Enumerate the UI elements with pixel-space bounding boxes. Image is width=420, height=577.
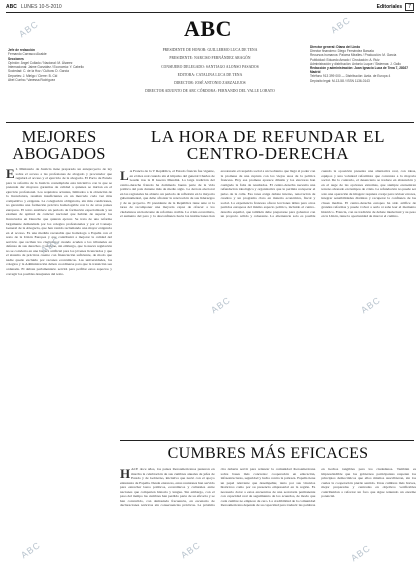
right-masthead-line: Teléfono 913 399 000 — Distribución: Avda. de Europa 4 xyxy=(310,74,391,79)
editorial-headline-left: MEJORES ABOGADOS xyxy=(12,127,106,163)
watermark: ABC xyxy=(39,234,63,256)
header-rule xyxy=(6,12,414,13)
left-masthead-line: Opinión: Ángel Collado / Nacional: M. Álvarez xyxy=(8,60,73,65)
right-masthead-line: Director general: Diana del Lindo xyxy=(310,45,361,49)
right-masthead-line: Redacción y administración: Juan Ignacio Luca de Tena 7, 28027 Madrid xyxy=(310,66,409,75)
masthead-line: PRESIDENTE: NARCISO FERNÁNDEZ ARAGÓN xyxy=(169,56,251,61)
right-masthead-line: Administración y distribución: Antonio Luque / Sistemas: J. Gallo xyxy=(310,61,401,66)
left-masthead-line: Sociedad: C. de la Hoz / Cultura: D. García xyxy=(8,69,69,74)
management-staff xyxy=(310,45,414,83)
newsroom-staff xyxy=(8,48,108,82)
editorial-headline-secondary: CUMBRES MÁS EFICACES xyxy=(167,445,369,462)
masthead-line: DIRECTOR ADJUNTO DE ABC CÓRDOBA: FERNANDO DEL VALLE LOBATO xyxy=(145,89,275,94)
left-masthead-line: Jefe de redacción xyxy=(8,48,35,52)
editorial-headline-main: LA HORA DE REFUNDAR EL CENTRO-DERECHA xyxy=(150,127,386,163)
watermark: ABC xyxy=(329,14,353,36)
section-label: Editoriales xyxy=(376,4,403,10)
article-left xyxy=(6,167,112,567)
section-rule xyxy=(120,440,414,441)
article-left-text: L Ministerio de Justicia tiene preparado un anteproyecto de ley sobre el acceso a las profesiones de abogado y procurador que regulará el acceso y el ejercicio de la abogacía. El Pacto de Estado para la reforma de la Justicia contemplaba esta iniciativa con la que se pretende dar mayores garantías de calidad a quienes se inician en el ejercicio profesional. Los requisitos actuales, limitados a la obtención de la licenciatura, resultan insuficientes en un mercado cada vez más competitivo y exigente. La colegiación obligatoria, sin más condiciones, no garantiza una formación práctica homologable con la de otros países europeos. El texto establece un periodo de formación especializada y un examen de aptitud de carácter nacional que habrán de superar los licenciados en Derecho que quieran ejercer. Se trata de una reforma largamente demandada por los colegios profesionales y por el Consejo General de la Abogacía, que han venido reclamando una mayor exigencia en el acceso. Es una medida razonable que homologa a España con el resto de la Unión Europea y que contribuirá a mejorar la calidad del servicio que reciben los ciudadanos cuando acuden a los tribunales en defensa de sus derechos. Conviene, sin embargo, que la nueva regulación no se convierta en una barrera artificial para los jóvenes licenciados y que el sistema de prácticas cuente con financiación suficiente, de modo que nadie quede excluido por razones económicas. Las universidades, los colegios y la Administración deben coordinarse para que la transición sea ordenada. El debate parlamentario servirá para perfilar estos aspectos y corregir los posibles desajustes del texto. xyxy=(6,167,112,276)
masthead xyxy=(120,46,300,96)
right-masthead-line: Director financiero: Diego Fernández Barcala xyxy=(310,49,374,54)
page-header xyxy=(6,3,414,11)
left-masthead-line: Secciones xyxy=(8,56,24,61)
drop-cap: E xyxy=(6,167,15,181)
masthead-rule xyxy=(6,122,414,123)
left-masthead-line: Fernando Carrasco Alcalde xyxy=(8,52,47,57)
article-main-text: A Francia de la V República, el Estado francés fue vigente, en el mes real cuando sin el impulso del general Charles de Gaulle tras la II Guerra Mundial. La larga tradición del centro-derecha francés ha dominado buena parte de la vida política del país durante más de medio siglo. La derrota electoral en las regionales ha abierto un periodo de reflexión en la mayoría gubernamental, que debe afrontar la renovación de sus liderazgos y de su proyecto. El presidente de la República tiene ante sí la tarea de recomponer una mayoría capaz de ofrecer a los ciudadanos un horizonte de reformas creíble. La crisis económica, el aumento del paro y la desconfianza hacia las instituciones han erosionado el respaldo social a un Gobierno que llegó al poder con la promesa de una ruptura con los viejos usos de la política francesa. Hoy esa promesa aparece diluida y los electores han castigado la falta de resultados. El centro-derecha necesita una refundación ideológica y organizativa que le permita recuperar el pulso de la calle. Esa tarea exige debate interno, renovación de cuadros y un programa claro en materia económica, fiscal y social. La experiencia francesa ofrece lecciones útiles para otros partidos europeos del mismo espacio político, incluido el centro-derecha español, que también debe prepararse para gobernar con un proyecto sólido y coherente. La alternancia solo es posible cuando la oposición presenta una alternativa real, con ideas, equipos y una voluntad reformista que convenza a la mayoría social. De lo contrario, el desencanto se traduce en abstención y en el auge de las opciones extremas, que siempre encuentran terreno abonado en tiempos de crisis. La refundación no puede ser solo una operación de imagen: requiere coraje para revisar errores, integrar sensibilidades distintas y recuperar la confianza de las clases medias. El centro-derecha europeo ha sido artífice de grandes reformas y puede volver a serlo si sabe leer el momento histórico. Francia, con su tradición de debate intelectual y su peso en la Unión, tiene la oportunidad de marcar el camino. xyxy=(120,169,416,219)
right-masthead-line: Recursos humanos: Paloma Miralles / Producción: M. García xyxy=(310,53,397,58)
left-masthead-line: Abel Cunha / Vanessa Rodríguez xyxy=(8,78,56,83)
masthead-line: EDITORA: CATALINA LUCA DE TENA xyxy=(177,72,243,77)
newspaper-logo: ABC xyxy=(184,16,232,41)
article-secondary xyxy=(120,467,416,571)
right-masthead-line: Publicidad: Eduardo Amado / Circulación: A. Ruiz xyxy=(310,57,380,62)
header-section xyxy=(377,3,414,11)
masthead-line: PRESIDENTE DE HONOR: GUILLERMO LUCA DE TENA xyxy=(162,48,258,52)
watermark: ABC xyxy=(17,18,41,40)
watermark: ABC xyxy=(179,539,203,561)
watermark: ABC xyxy=(349,542,373,564)
header-date: LUNES 10-5-2010 xyxy=(20,4,62,10)
page-number: 7 xyxy=(405,3,414,11)
header-newspaper: ABC xyxy=(6,4,17,10)
drop-cap: H xyxy=(120,467,131,481)
watermark: ABC xyxy=(359,294,383,316)
left-masthead-line: Deportes: J. Mielgo / Cierre: B. Cid xyxy=(8,73,58,78)
watermark: ABC xyxy=(209,294,233,316)
article-secondary-text: ACE doce años, los países iberoamericanos pusieron en marcha la celebración de sus cumbres anuales de jefes de Estado y de Gobierno, iniciativa que nació con el apoyo entusiasta de España. Desde entonces, estas reuniones han servido para estrechar lazos políticos, económicos y culturales entre naciones que comparten historia y lengua. Sin embargo, con el paso del tiempo las cumbres han perdido parte de su eficacia y se han convertido, con demasiada frecuencia, en escenario de declaraciones retóricas sin consecuencias prácticas. La próxima cita debería servir para relanzar la comunidad iberoamericana sobre bases más concretas: cooperación en educación, infraestructuras, seguridad y lucha contra la pobreza. España tiene un papel relevante que desempeñar, tanto por sus vínculos históricos como por su presencia empresarial en la región. Es necesario dotar a estos encuentros de una secretaría permanente con capacidad real de seguimiento de los acuerdos, de modo que cada cumbre no empiece de cero. La credibilidad de la comunidad iberoamericana depende de su capacidad para traducir las palabras en hechos tangibles para los ciudadanos. También es imprescindible que los gobiernos participantes respeten los principios democráticos que ellos mismos suscribieron, sin los cuales la cooperación pierde sentido. Unas cumbres más breves, mejor preparadas y centradas en objetivos verificables contribuirían a reforzar un foro que sigue teniendo un enorme potencial. xyxy=(120,467,416,508)
right-masthead-line: Depósito legal: M-13-58 / ISSN 1136-0143 xyxy=(310,78,370,83)
watermark: ABC xyxy=(19,539,43,561)
drop-cap: L xyxy=(120,169,129,183)
masthead-line: DIRECTOR: JOSÉ ANTONIO ZARZALEJOS xyxy=(174,81,246,86)
masthead-line: CONSEJERO DELEGADO: SANTIAGO ALONSO PASADOS xyxy=(161,64,259,69)
left-masthead-line: Internacional: Jaime González / Economía: Y. Cabello xyxy=(8,65,84,70)
